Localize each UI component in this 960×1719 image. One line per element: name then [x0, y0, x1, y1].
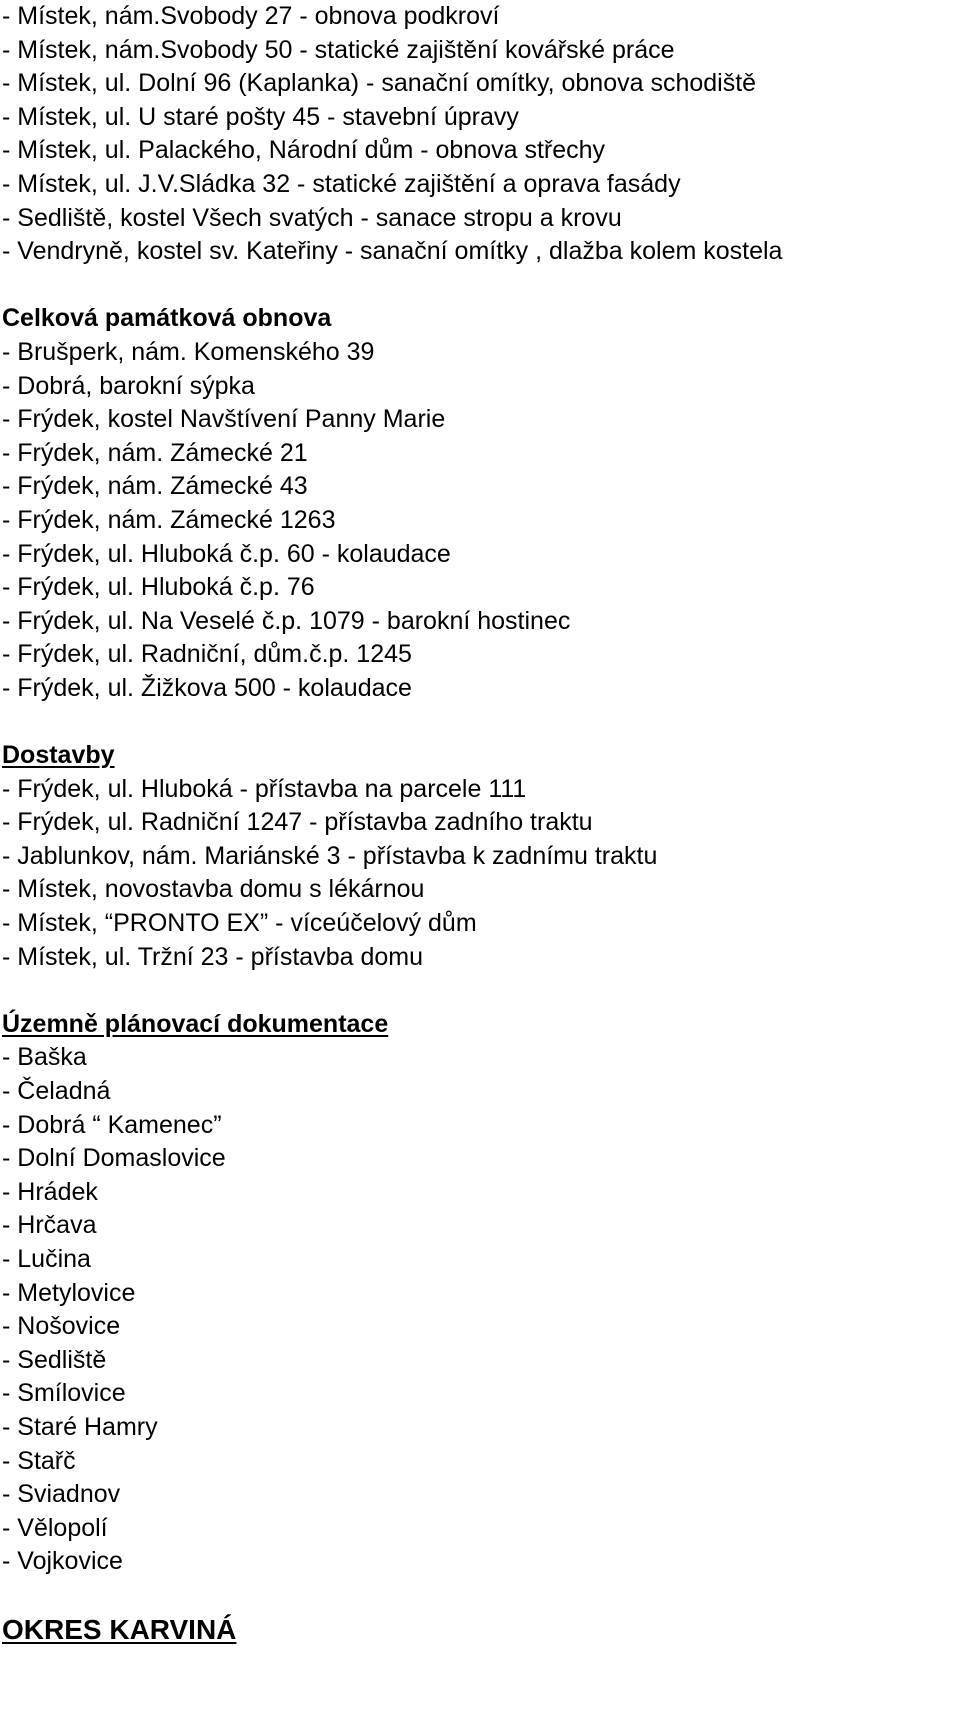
list-item: - Místek, nám.Svobody 27 - obnova podkroví	[2, 0, 960, 34]
list-item: - Brušperk, nám. Komenského 39	[2, 336, 960, 370]
list-item: - Smílovice	[2, 1377, 960, 1411]
list-item: - Staré Hamry	[2, 1411, 960, 1445]
list-item: - Místek, ul. Dolní 96 (Kaplanka) - sanační omítky, obnova schodiště	[2, 67, 960, 101]
list-item: - Frýdek, nám. Zámecké 1263	[2, 504, 960, 538]
list-item: - Lučina	[2, 1243, 960, 1277]
spacer	[2, 1579, 960, 1613]
list-item: - Místek, ul. Tržní 23 - přístavba domu	[2, 941, 960, 975]
list-item: - Dobrá, barokní sýpka	[2, 370, 960, 404]
list-item: - Místek, nám.Svobody 50 - statické zajištění kovářské práce	[2, 34, 960, 68]
list-item: - Frýdek, ul. Žižkova 500 - kolaudace	[2, 672, 960, 706]
section-okres	[2, 1613, 960, 1647]
list-item: - Místek, “PRONTO EX” - víceúčelový dům	[2, 907, 960, 941]
list-item: - Dobrá “ Kamenec”	[2, 1109, 960, 1143]
list-item: - Frýdek, ul. Hluboká č.p. 60 - kolaudace	[2, 538, 960, 572]
list-item: - Vojkovice	[2, 1545, 960, 1579]
spacer	[2, 974, 960, 1008]
spacer	[2, 269, 960, 303]
list-item: - Hrádek	[2, 1176, 960, 1210]
section-celkova-obnova	[2, 302, 960, 705]
list-item: - Místek, ul. U staré pošty 45 - stavební úpravy	[2, 101, 960, 135]
section-heading: OKRES KARVINÁ	[2, 1613, 237, 1645]
list-item: - Stařč	[2, 1445, 960, 1479]
list-item: - Frýdek, ul. Radniční 1247 - přístavba zadního traktu	[2, 806, 960, 840]
list-item: - Baška	[2, 1041, 960, 1075]
list-item: - Frýdek, nám. Zámecké 43	[2, 470, 960, 504]
list-item: - Sedliště, kostel Všech svatých - sanace stropu a krovu	[2, 202, 960, 236]
list-item: - Nošovice	[2, 1310, 960, 1344]
list-item: - Frýdek, ul. Hluboká - přístavba na parcele 111	[2, 773, 960, 807]
section-heading: Dostavby	[2, 741, 115, 770]
section-dostavby	[2, 739, 960, 974]
list-item: - Frýdek, kostel Navštívení Panny Marie	[2, 403, 960, 437]
section-top	[2, 0, 960, 269]
section-uzemne-planovaci	[2, 1008, 960, 1579]
list-item: - Frýdek, ul. Na Veselé č.p. 1079 - barokní hostinec	[2, 605, 960, 639]
list-item: - Místek, ul. J.V.Sládka 32 - statické zajištění a oprava fasády	[2, 168, 960, 202]
list-item: - Vendryně, kostel sv. Kateřiny - sanační omítky , dlažba kolem kostela	[2, 235, 960, 269]
list-item: - Frýdek, nám. Zámecké 21	[2, 437, 960, 471]
list-item: - Čeladná	[2, 1075, 960, 1109]
list-item: - Jablunkov, nám. Mariánské 3 - přístavba k zadnímu traktu	[2, 840, 960, 874]
spacer	[2, 705, 960, 739]
list-item: - Sedliště	[2, 1344, 960, 1378]
list-item: - Místek, ul. Palackého, Národní dům - obnova střechy	[2, 134, 960, 168]
section-heading: Celková památková obnova	[2, 304, 332, 333]
list-item: - Místek, novostavba domu s lékárnou	[2, 873, 960, 907]
list-item: - Frýdek, ul. Hluboká č.p. 76	[2, 571, 960, 605]
list-item: - Metylovice	[2, 1277, 960, 1311]
list-item: - Frýdek, ul. Radniční, dům.č.p. 1245	[2, 638, 960, 672]
list-item: - Sviadnov	[2, 1478, 960, 1512]
list-item: - Dolní Domaslovice	[2, 1142, 960, 1176]
list-item: - Hrčava	[2, 1209, 960, 1243]
list-item: - Vělopolí	[2, 1512, 960, 1546]
section-heading: Územně plánovací dokumentace	[2, 1009, 389, 1038]
